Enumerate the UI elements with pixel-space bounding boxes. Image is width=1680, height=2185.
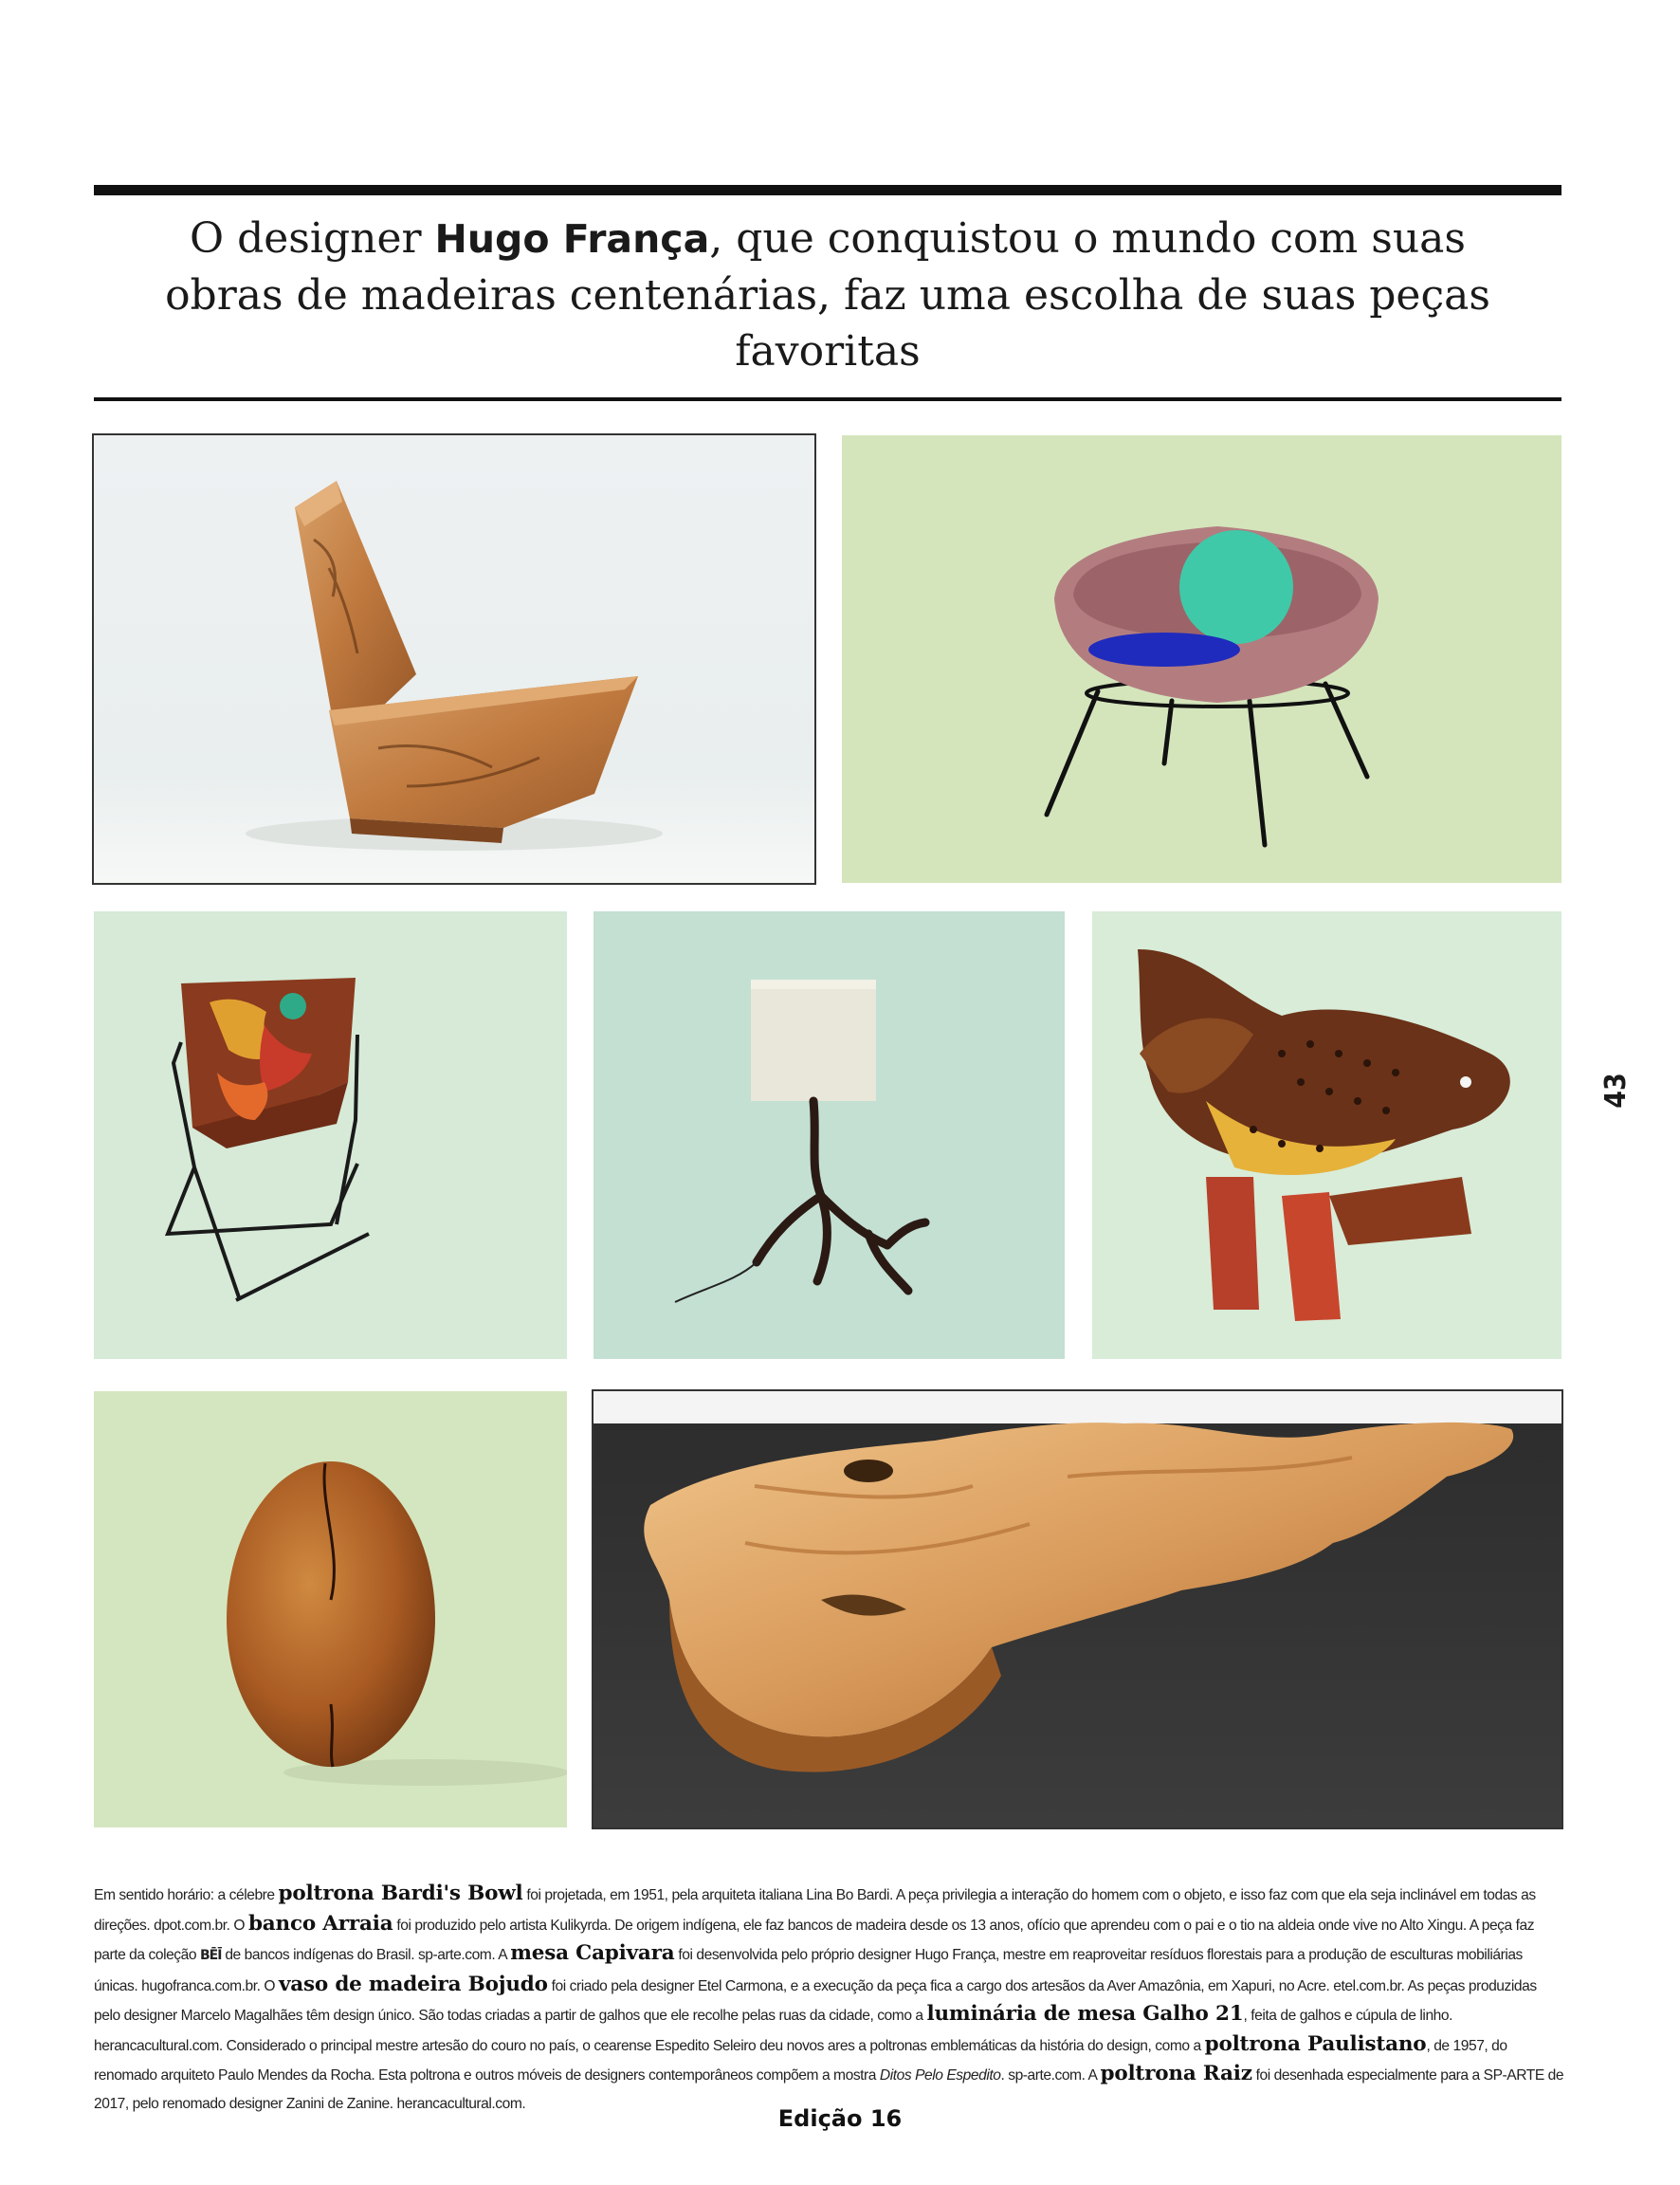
- edition-footer: Edição 16: [777, 2105, 903, 2132]
- caption-product-name: banco Arraia: [247, 1911, 393, 1936]
- photo-caption: [94, 1880, 1565, 2118]
- photo-banco-arraia: [1092, 911, 1561, 1359]
- caption-product-name: poltrona Bardi's Bowl: [278, 1882, 523, 1905]
- caption-text: Em sentido horário: a célebre: [94, 1887, 279, 1903]
- photo-mesa-capivara: [593, 1391, 1561, 1827]
- headline-bottom-rule: [94, 397, 1561, 401]
- caption-product-name: poltrona Raiz: [1100, 2062, 1252, 2085]
- page-number: 43: [1599, 1073, 1633, 1109]
- caption-product-name: vaso de madeira Bojudo: [278, 1972, 548, 1996]
- bei-collection-logo: BĒĪ: [199, 1948, 222, 1963]
- headline-lead: O designer: [190, 214, 435, 263]
- headline-top-rule: [94, 185, 1561, 195]
- caption-text: . sp-arte.com. A: [1000, 2067, 1101, 2084]
- headline-rest: , que conquistou o mundo com suas obras de madeiras centenárias, faz uma escolha de suas peças favoritas: [165, 214, 1490, 376]
- photo-vaso-bojudo: [94, 1391, 567, 1827]
- caption-text: foi produzido pelo artista Kulikyrda. De origem indígena, ele faz bancos de madeira desde os 13 anos, ofício que aprendeu com o pai e o tio na aldeia onde vive no Alto Xingu. A peça faz parte da coleção: [94, 1917, 1535, 1963]
- caption-text: foi desenvolvida pelo próprio designer Hugo França, mestre em reaproveitar resíduos florestais para a produção de esculturas mobiliárias únicas. hugofranca.com.br. O: [94, 1947, 1523, 1994]
- caption-product-name: mesa Capivara: [510, 1941, 675, 1965]
- caption-text: foi projetada, em 1951, pela arquiteta italiana Lina Bo Bardi. A peça privilegia a interação do homem com o objeto, e isso faz com que ela seja inclinável em todas as direções. dpot.com.br. O: [94, 1887, 1536, 1934]
- caption-text: , feita de galhos e cúpula de linho. herancacultural.com. Considerado o principal mestre artesão do couro no país, o cearense Espedito Seleiro deu novos ares a poltronas emblemáticas da história do design, como a: [94, 2008, 1452, 2054]
- photo-poltrona-paulistano: [94, 911, 567, 1359]
- photo-poltrona-raiz: [94, 435, 814, 883]
- photo-poltrona-bardis-bowl: [842, 435, 1561, 883]
- caption-exhibit-title: Ditos Pelo Espedito: [879, 2067, 1001, 2084]
- caption-text: foi desenhada especialmente para a SP-ARTE de 2017, pelo renomado designer Zanini de Zanine. herancacultural.com.: [94, 2067, 1564, 2112]
- caption-text: foi criado pela designer Etel Carmona, e a execução da peça fica a cargo dos artesãos da Aver Amazônia, em Xapuri, no Acre. etel.com.br. As peças produzidas pelo designer Marcelo Magalhães têm design único. São todas criadas a partir de galhos que ele recolhe pelas ruas da cidade, como a: [94, 1977, 1537, 2024]
- headline-designer-name: Hugo França: [434, 216, 710, 262]
- caption-product-name: luminária de mesa Galho 21: [926, 2002, 1244, 2026]
- photo-luminaria-galho-21: [593, 911, 1065, 1359]
- caption-product-name: poltrona Paulistano: [1204, 2031, 1427, 2056]
- caption-text: de bancos indígenas do Brasil. sp-arte.com. A: [221, 1947, 511, 1963]
- caption-text: , de 1957, do renomado arquiteto Paulo Mendes da Rocha. Esta poltrona e outros móveis de designers contemporâneos compõem a mostra: [94, 2037, 1507, 2084]
- headline: [142, 211, 1513, 379]
